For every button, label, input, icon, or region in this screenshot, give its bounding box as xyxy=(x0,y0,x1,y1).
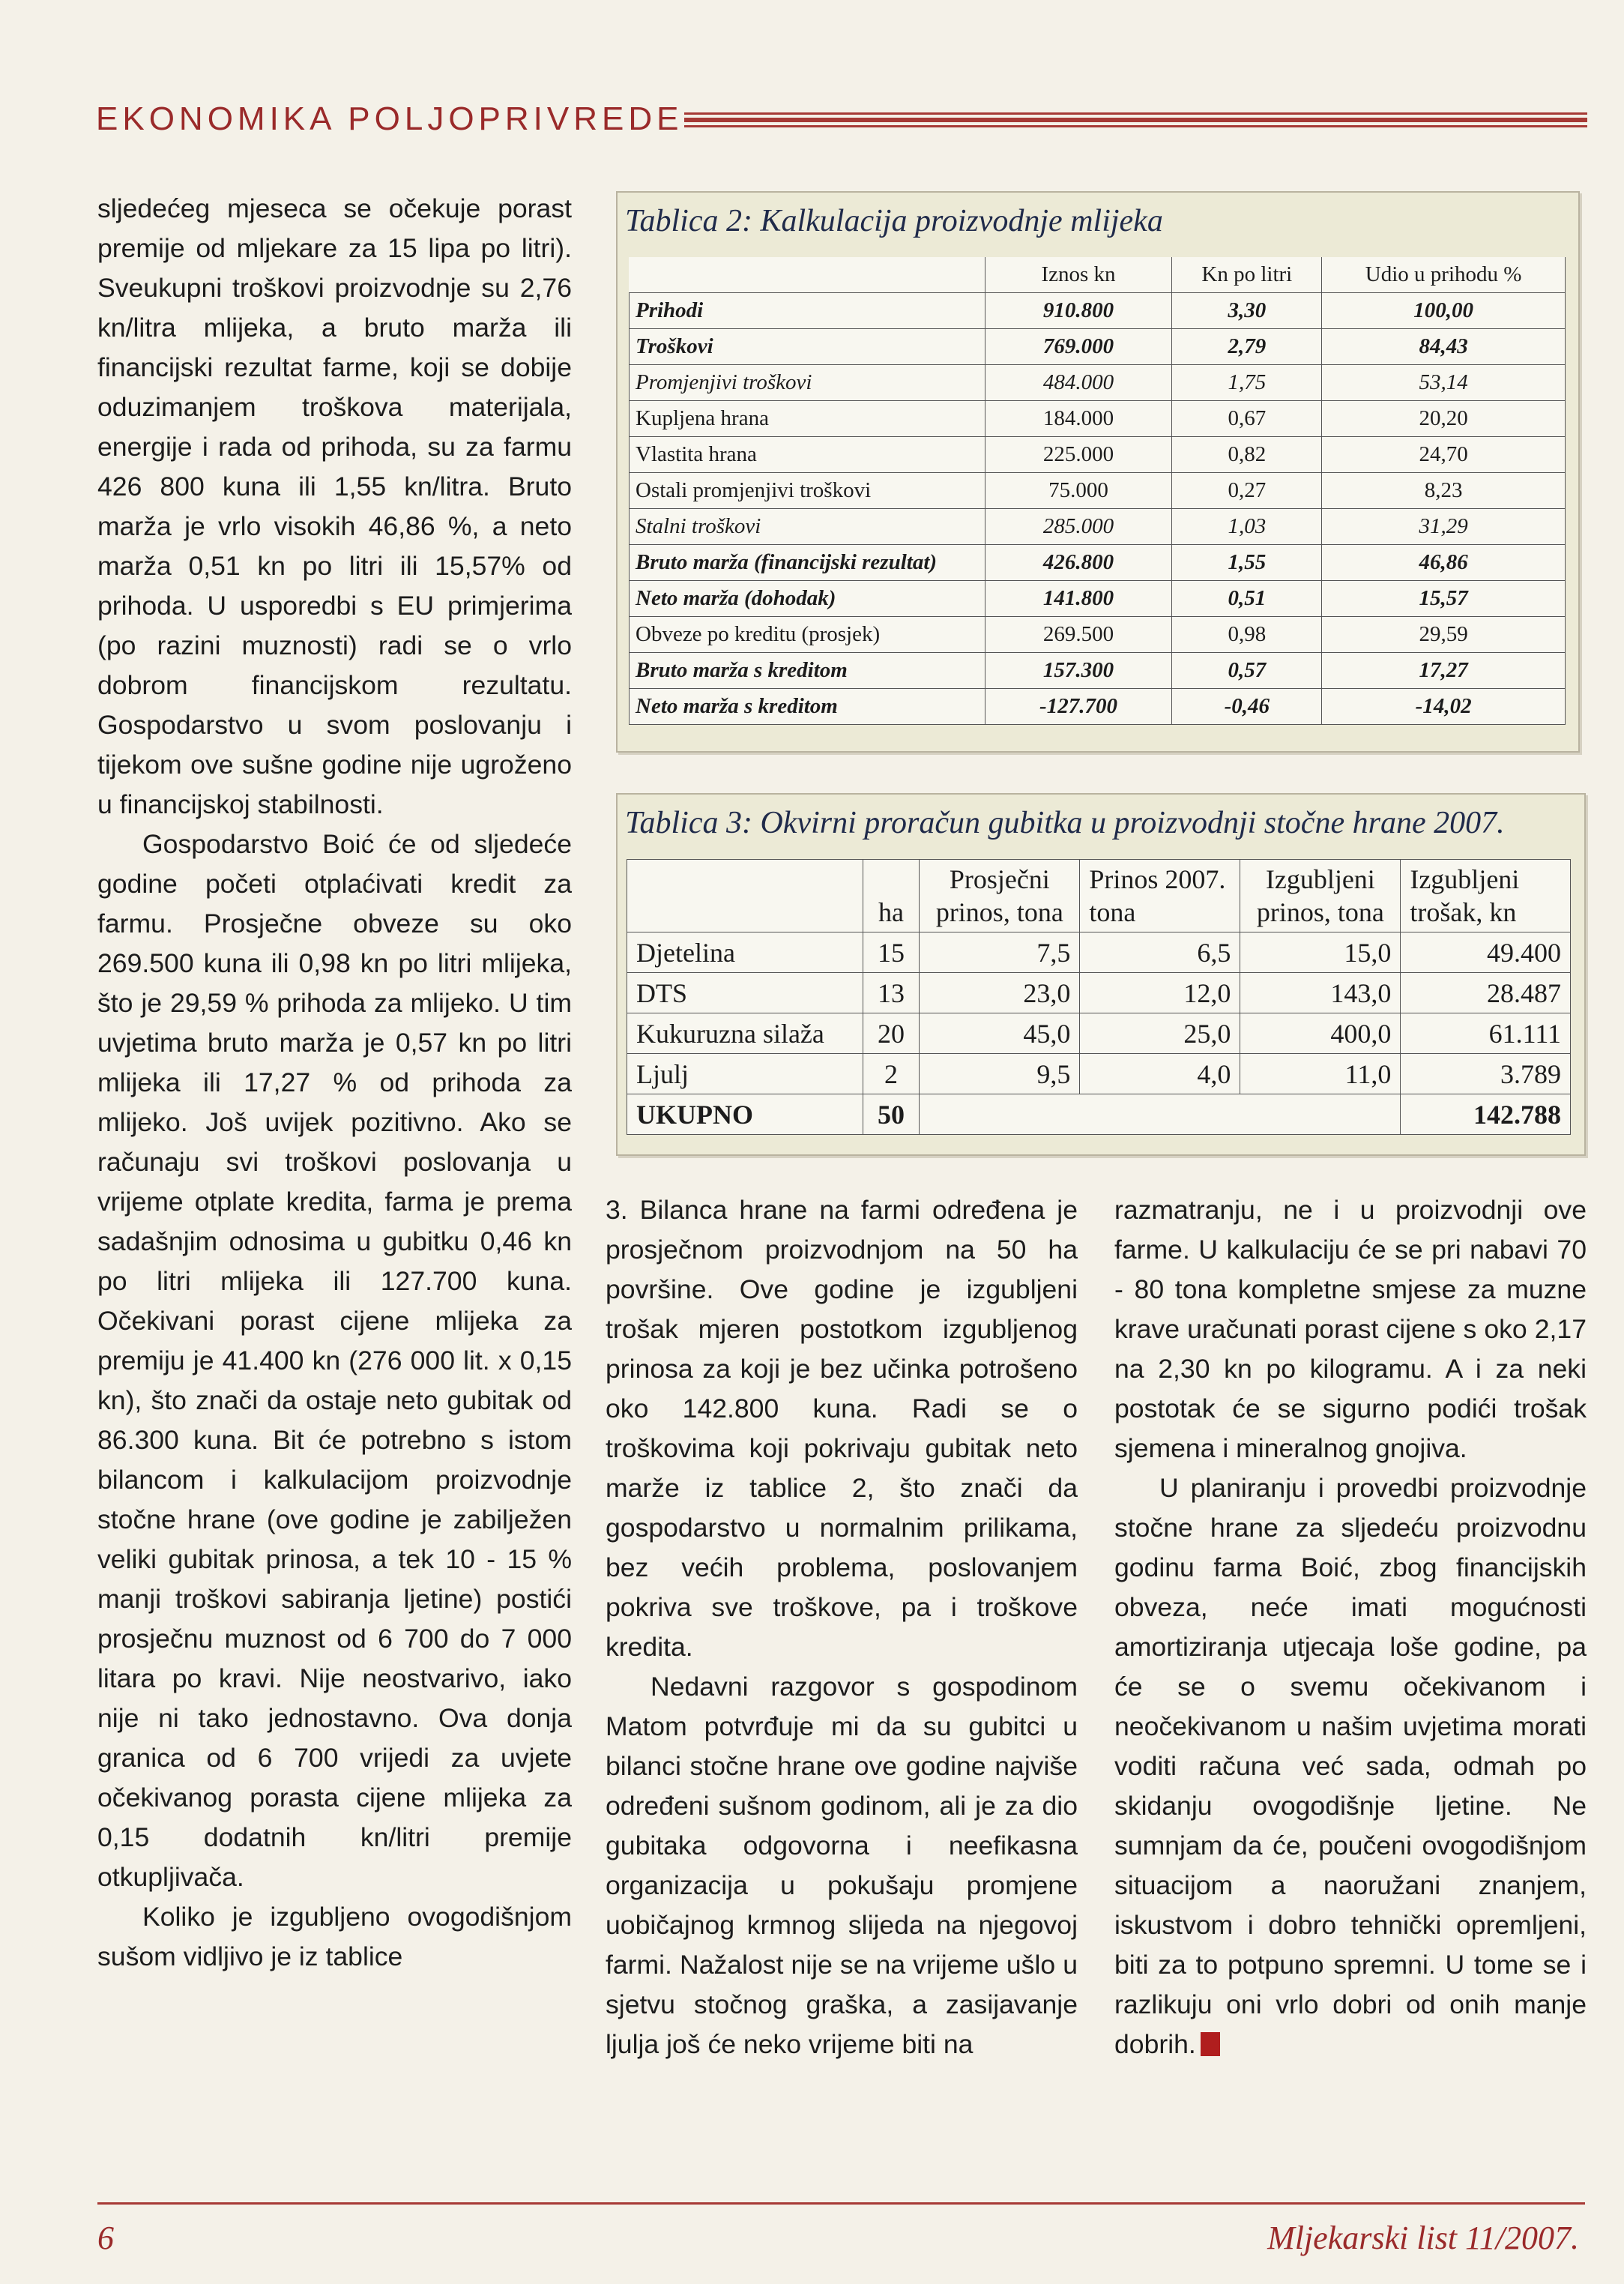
cell: -127.700 xyxy=(985,689,1172,725)
magazine-issue: Mljekarski list 11/2007. xyxy=(1267,2220,1579,2256)
header-text: ha xyxy=(878,897,905,927)
cell: 0,57 xyxy=(1172,653,1322,689)
paragraph: sljedećeg mjeseca se očekuje porast premije od mljekare za 15 lipa po litri). Sveukupni troškovi proizvodnje su 2,76 kn/litra mlijeka, a bruto marža ili financijski rezultat farme, koji se dobije oduzimanjem troškova materijala, energije i rada od prihoda, su za farmu 426 800 kuna ili 1,55 kn/litra. Bruto marža je vrlo visokih 46,86 %, a neto marža 0,51 kn po litri ili 15,57% od prihoda. U usporedbi s EU primjerima (po razini muznosti) radi se o vrlo dobrom financijskom rezultatu. Gospodarstvo u svom poslovanju i tijekom ove sušne godine nije ugroženo u financijskoj stabilnosti. xyxy=(97,193,572,819)
cell: 24,70 xyxy=(1322,437,1566,473)
cell: 49.400 xyxy=(1401,932,1571,973)
middle-column xyxy=(606,1190,1078,2064)
table-row xyxy=(627,1013,1571,1054)
cell: 100,00 xyxy=(1322,293,1566,329)
header-cell xyxy=(627,860,863,932)
row-label: Kupljena hrana xyxy=(630,401,985,437)
table-total-row xyxy=(627,1094,1571,1135)
header-cell xyxy=(1401,860,1571,932)
left-column xyxy=(97,189,572,1977)
end-of-article-icon xyxy=(1201,2032,1220,2056)
page-number: 6 xyxy=(97,2220,114,2256)
cell: 6,5 xyxy=(1080,932,1240,973)
table2-box xyxy=(616,191,1580,753)
cell: 61.111 xyxy=(1401,1013,1571,1054)
header-text: trošak, kn xyxy=(1410,897,1517,927)
cell: 2,79 xyxy=(1172,329,1322,365)
table-row xyxy=(630,365,1566,401)
cell: 8,23 xyxy=(1322,473,1566,509)
row-label: Bruto marža s kreditom xyxy=(630,653,985,689)
header-text: tona xyxy=(1089,897,1136,927)
paragraph: razmatranju, ne i u proizvodnji ove farme. U kalkulaciju će se pri nabavi 70 - 80 tona kompletne smjese za muzne krave uračunati porast cijene s oko 2,17 na 2,30 kn po kilogramu. A i za neki postotak će se sigurno podići trošak sjemena i mineralnog gnojiva. xyxy=(1114,1195,1587,1463)
table3-box xyxy=(616,793,1586,1156)
cell: 45,0 xyxy=(920,1013,1080,1054)
table3-caption: Tablica 3: Okvirni proračun gubitka u proizvodnji stočne hrane 2007. xyxy=(625,806,1505,840)
cell: 0,27 xyxy=(1172,473,1322,509)
cell: 75.000 xyxy=(985,473,1172,509)
header-text: prinos, tona xyxy=(935,897,1063,927)
header-cell: Kn po litri xyxy=(1172,257,1322,293)
cell: 20,20 xyxy=(1322,401,1566,437)
cell: 20 xyxy=(863,1013,920,1054)
cell: 157.300 xyxy=(985,653,1172,689)
header-cell: Udio u prihodu % xyxy=(1322,257,1566,293)
row-label: Stalni troškovi xyxy=(630,509,985,545)
cell: 769.000 xyxy=(985,329,1172,365)
row-label: Obveze po kreditu (prosjek) xyxy=(630,617,985,653)
table-header-row xyxy=(627,860,1571,932)
cell: 12,0 xyxy=(1080,973,1240,1013)
cell: 0,67 xyxy=(1172,401,1322,437)
row-label: Vlastita hrana xyxy=(630,437,985,473)
paragraph: Koliko je izgubljeno ovogodišnjom sušom vidljivo je iz tablice xyxy=(97,1902,572,1971)
table-row xyxy=(627,973,1571,1013)
row-label: Prihodi xyxy=(630,293,985,329)
cell: 143,0 xyxy=(1240,973,1401,1013)
cell: 31,29 xyxy=(1322,509,1566,545)
table2 xyxy=(629,257,1566,725)
cell: 141.800 xyxy=(985,581,1172,617)
row-label: Ostali promjenjivi troškovi xyxy=(630,473,985,509)
cell: 0,51 xyxy=(1172,581,1322,617)
cell: 285.000 xyxy=(985,509,1172,545)
cell: 3,30 xyxy=(1172,293,1322,329)
cell: 15,0 xyxy=(1240,932,1401,973)
table-row xyxy=(630,617,1566,653)
paragraph: 3. Bilanca hrane na farmi određena je prosječnom proizvodnjom na 50 ha površine. Ove godine je izgubljeni trošak mjeren postotkom izgubljenog prinosa za koji je bez učinka potrošeno oko 142.800 kuna. Radi se o troškovima koji pokrivaju gubitak neto marže iz tablice 2, što znači da gospodarstvo u normalnim prilikama, bez većih problema, poslovanjem pokriva sve troškove, pa i troškove kredita. xyxy=(606,1195,1078,1662)
cell: 910.800 xyxy=(985,293,1172,329)
empty-cell xyxy=(920,1094,1401,1135)
cell: 0,98 xyxy=(1172,617,1322,653)
page-header xyxy=(96,97,1587,135)
table-header-row xyxy=(630,257,1566,293)
header-text: Izgubljeni xyxy=(1265,864,1375,894)
cell: 225.000 xyxy=(985,437,1172,473)
paragraph: Gospodarstvo Boić će od sljedeće godine početi otplaćivati kredit za farmu. Prosječne obveze su oko 269.500 kuna ili 0,98 kn po litri mlijeka, što je 29,59 % prihoda za mlijeko. U tim uvjetima bruto marža je 0,57 kn po litri mlijeka ili 17,27 % od prihoda za mlijeko. Još uvijek pozitivno. Ako se računaju svi troškovi poslovanja u vrijeme otplate kredita, farma je prema sadašnjim odnosima u gubitku 0,46 kn po litri mlijeka ili 127.700 kuna. Očekivani porast cijene mlijeka za premiju je 41.400 kn (276 000 lit. x 0,15 kn), što znači da ostaje neto gubitak od 86.300 kuna. Bit će potrebno s istom bilancom i kalkulacijom proizvodnje stočne hrane (ove godine je zabilježen veliki gubitak prinosa, a tek 10 - 15 % manji troškovi sabiranja ljetine) postići prosječnu muznost od 6 700 do 7 000 litara po kravi. Nije neostvarivo, iako nije ni tako jednostavno. Ova donja granica od 6 700 vrijedi za uvjete očekivanog porasta cijene mlijeka za 0,15 dodatnih kn/litri premije otkupljivača. xyxy=(97,829,572,1892)
cell: 11,0 xyxy=(1240,1054,1401,1094)
header-text: Izgubljeni xyxy=(1410,864,1520,894)
right-column xyxy=(1114,1190,1587,2064)
cell: 1,75 xyxy=(1172,365,1322,401)
row-label: Neto marža s kreditom xyxy=(630,689,985,725)
cell: 23,0 xyxy=(920,973,1080,1013)
header-cell xyxy=(1240,860,1401,932)
cell: -0,46 xyxy=(1172,689,1322,725)
row-label: DTS xyxy=(627,973,863,1013)
row-label: Kukuruzna silaža xyxy=(627,1013,863,1054)
cell: 1,55 xyxy=(1172,545,1322,581)
table3 xyxy=(627,859,1571,1135)
cell: 53,14 xyxy=(1322,365,1566,401)
cell: 184.000 xyxy=(985,401,1172,437)
header-text: prinos, tona xyxy=(1256,897,1384,927)
row-label: Promjenjivi troškovi xyxy=(630,365,985,401)
row-label: Ljulj xyxy=(627,1054,863,1094)
header-text: Prinos 2007. xyxy=(1089,864,1226,894)
cell: 46,86 xyxy=(1322,545,1566,581)
total-label: UKUPNO xyxy=(627,1094,863,1135)
section-title: EKONOMIKA POLJOPRIVREDE xyxy=(96,100,683,137)
cell: 13 xyxy=(863,973,920,1013)
total-ha: 50 xyxy=(863,1094,920,1135)
cell: 484.000 xyxy=(985,365,1172,401)
cell: 15,57 xyxy=(1322,581,1566,617)
header-cell: Iznos kn xyxy=(985,257,1172,293)
header-cell xyxy=(920,860,1080,932)
table-row xyxy=(630,473,1566,509)
table-row xyxy=(630,581,1566,617)
table-row xyxy=(627,932,1571,973)
cell: 1,03 xyxy=(1172,509,1322,545)
footer-rule xyxy=(97,2202,1585,2205)
cell: 29,59 xyxy=(1322,617,1566,653)
cell: 17,27 xyxy=(1322,653,1566,689)
table-row xyxy=(627,1054,1571,1094)
paragraph xyxy=(1114,1468,1587,2064)
row-label: Bruto marža (financijski rezultat) xyxy=(630,545,985,581)
cell: 25,0 xyxy=(1080,1013,1240,1054)
cell: 2 xyxy=(863,1054,920,1094)
cell: 9,5 xyxy=(920,1054,1080,1094)
table2-caption: Tablica 2: Kalkulacija proizvodnje mlijeka xyxy=(625,204,1163,238)
cell: -14,02 xyxy=(1322,689,1566,725)
cell: 269.500 xyxy=(985,617,1172,653)
table-row xyxy=(630,437,1566,473)
row-label: Djetelina xyxy=(627,932,863,973)
header-cell xyxy=(1080,860,1240,932)
paragraph: Nedavni razgovor s gospodinom Matom potvrđuje mi da su gubitci u bilanci stočne hrane ove godine najviše određeni sušnom godinom, ali je za dio gubitaka odgovorna i neefikasna organizacija u pokušaju promjene uobičajnog krmnog slijeda na njegovoj farmi. Nažalost nije se na vrijeme ušlo u sjetvu stočnog graška, a zasijavanje ljulja još će neko vrijeme biti na xyxy=(606,1672,1078,2059)
row-label: Troškovi xyxy=(630,329,985,365)
row-label: Neto marža (dohodak) xyxy=(630,581,985,617)
table-row xyxy=(630,653,1566,689)
cell: 84,43 xyxy=(1322,329,1566,365)
table-row xyxy=(630,689,1566,725)
cell: 7,5 xyxy=(920,932,1080,973)
table-row xyxy=(630,401,1566,437)
cell: 15 xyxy=(863,932,920,973)
cell: 28.487 xyxy=(1401,973,1571,1013)
cell: 0,82 xyxy=(1172,437,1322,473)
table-row xyxy=(630,329,1566,365)
cell: 400,0 xyxy=(1240,1013,1401,1054)
cell: 426.800 xyxy=(985,545,1172,581)
header-cell xyxy=(630,257,985,293)
cell: 3.789 xyxy=(1401,1054,1571,1094)
cell: 4,0 xyxy=(1080,1054,1240,1094)
table-row xyxy=(630,509,1566,545)
header-rule xyxy=(684,112,1587,130)
total-cost: 142.788 xyxy=(1401,1094,1571,1135)
header-cell xyxy=(863,860,920,932)
header-text: Prosječni xyxy=(949,864,1050,894)
table-row xyxy=(630,545,1566,581)
table-row xyxy=(630,293,1566,329)
paragraph-text: U planiranju i provedbi proizvodnje stočne hrane za sljedeću proizvodnu godinu farma Boić, zbog financijskih obveza, neće imati mogućnosti amortiziranja utjecaja loše godine, pa će se o svemu očekivanom i neočekivanom u našim uvjetima morati voditi računa već sada, odmah po skidanju ovogodišnje ljetine. Ne sumnjam da će, poučeni ovogodišnjom situacijom a naoružani znanjem, iskustvom i dobro tehnički opremljeni, biti za to potpuno spremni. U tome se i razlikuju oni vrlo dobri od onih manje dobrih. xyxy=(1114,1473,1587,2059)
